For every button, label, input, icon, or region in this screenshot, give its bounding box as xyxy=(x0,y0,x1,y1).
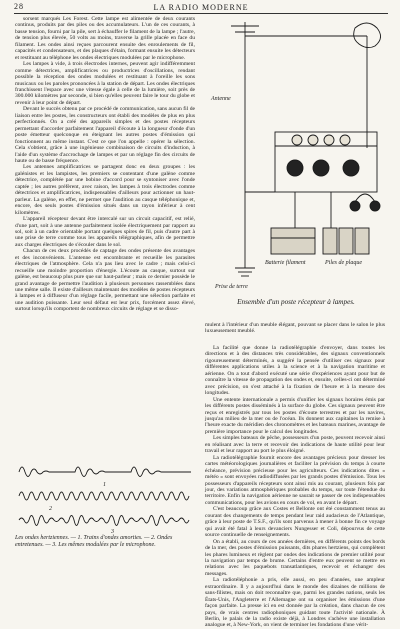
paragraph: La facilité que donne la radiotélégraphie d'envoyer, dans toutes les directions et à des distances très considérables, des signaux conventionnels rigoureusement déterminés, a suggéré la pensée d'utiliser ces signaux pour différentes applications utiles à la science et à la navigation maritime et aérienne. On a tout d'abord exécuté une série d'expériences ayant pour but de connaître la vitesse de propagation des ondes et, ensuite, celles-ci ont déterminé avec précision, on s'est attaché à la fixation de l'heure et à la mesure des longitudes. xyxy=(205,345,385,397)
paragraph: La radiotéléphonie a pris, elle aussi, en peu d'années, une ampleur extraordinaire. Il y a aujourd'hui dans le monde des dizaines de millions de sans-filistes, mais on doit reconnaître que, parmi les grandes nations, seuls les États-Unis, l'Angleterre et l'Allemagne ont su organiser les émissions d'une façon parfaite. La presse ici en est donnée par la création, dans chacun de ces pays, de vrais centres radiophoniques guidant toute l'activité nationale. À Berlin, le palais de la radio existe déjà, à Londres s'achève une installation analogue et, à New-York, on vient de terminer les fondations d'une vérit- xyxy=(205,577,385,629)
right-column-intro xyxy=(205,322,385,344)
figure-caption: Ensemble d'un poste récepteur à lampes. xyxy=(237,298,355,306)
modulated-wave xyxy=(19,516,189,526)
paragraph: Les simples bateaux de pêche, possesseurs d'un poste, peuvent recevoir ainsi en réalisant avec la terre et recevoir des indications de haute utilité pour leur travail et leur rapport au port le plus éloigné. xyxy=(205,435,385,455)
header-rule xyxy=(14,13,388,14)
waves-illustration xyxy=(15,458,195,534)
label-ground: Prise de terre xyxy=(215,284,248,290)
right-column-text xyxy=(205,345,385,629)
wave-label-2: 2 xyxy=(49,506,52,512)
paragraph: L'appareil récepteur devant être intercalé sur un circuit capacitif, est relié, d'une part, soit à une antenne parfaitement isolée électriquement par rapport au sol, soit à un cadre orientable portant quelques spires de fil, puis d'autre part à une prise de terre comme tous les appareils télégraphiques, afin de permettre aux charges électriques de s'écouler dans le sol. xyxy=(15,216,195,248)
sustained-wave xyxy=(19,492,189,500)
journal-title: LA RADIO MODERNE xyxy=(153,3,249,12)
paragraph: Une entente internationale a permis d'unifier les signaux horaires émis par les différents postes disséminés à la surface du globe. Ces signaux peuvent être reçus et enregistrés par tous les postes d'écoute terrestres et par les navires, jusqu'au milieu de la mer ou de l'océan. Ils donnent aux capitaines la remise à l'heure exacte du méridien des chronomètres et les bateaux marines, avantage de première importance pour le calcul des longitudes. xyxy=(205,396,385,435)
wave-label-3: 3 xyxy=(111,529,114,535)
battery-plate xyxy=(323,228,337,254)
receiver-illustration xyxy=(205,16,387,296)
paragraph: On a établi, au cours de ces années dernières, en différents points des bords de la mer, des postes d'émission puissants, dits phares hertziens, qui complètent les phares lumineux et règlent par ondes des indications de premier utilité pour la navigation par temps de brume. Certains d'entre eux peuvent se mettre en relations avec les paquebots transatlantiques, recevoir et échanger des messages. xyxy=(205,538,385,577)
paragraph: La radiotélégraphie fournit encore des avantages précieux pour dresser les cartes météorologiques journalières et faciliter la prévision du temps à courte échéance, prévision précieuse pour les agriculteurs. Ces indications dites « météo » sont envoyées radiodiffusées par les grands postes d'émission. Tous les possesseurs d'appareils récepteurs sont ainsi mis au courant, plusieurs fois par jour, des variations atmosphériques probables du temps, sur toute l'étendue du territoire. Enfin la navigation aérienne ne saurait se passer de ces indispensables communications, pour les avions en cours de vol, en avant le départ. xyxy=(205,454,385,506)
left-column-text xyxy=(15,16,195,456)
damped-wave-train xyxy=(19,467,191,477)
battery-filament xyxy=(271,228,315,254)
wave-label-1: 1 xyxy=(103,482,106,488)
label-antenna: Antenne xyxy=(211,96,231,102)
paragraph: Devant le succès obtenu par ce procédé de communication, sans aucun fil de liaison entre les postes, les constructeurs ont établi des modèles de plus en plus perfectionnés. On a créé des appareils simples et des postes récepteurs permettant d'accorder parfaitement l'appareil d'écoute à la longueur d'onde d'un poste émetteur quelconque en éteignant les autres postes d'émission qui fonctionnent au même instant. C'est ce que l'on appelle : opérer la sélection. Cela s'obtient, grâce à une ingénieuse combinaison de circuits d'induction, à l'aide d'un système d'accrochage de lampes et par un réglage fin des circuits de haute ou de basse fréquence. xyxy=(15,106,195,164)
paragraph: C'est beaucoup grâce aux Costes et Bellonte ont été constamment tenus au courant des changements de temps pendant leur raid audacieux de l'Atlantique, grâce à leur poste de T.S.F., qu'ils sont parvenus à mener à bonne fin ce voyage qui avait été fatal à leurs devanciers Nungesser et Coli, dépourvus de cette source continuelle de renseignements. xyxy=(205,506,385,539)
label-plate: Piles de plaque xyxy=(325,260,362,266)
waves-caption-line1: Les ondes hertziennes. — 1. Trains d'ondes amorties. xyxy=(15,535,143,541)
page-header xyxy=(14,2,388,13)
waves-caption xyxy=(15,535,197,549)
paragraph: sorsent marqués Les Forest. Cette lampe est alimentée de deux courants continus, produits par des piles ou des accumulateurs. L'un de ces courants, à basse tension, fourni par la pile, sert à échauffer le filament de la lampe ; l'autre, de tension plus élevée, 50 volts au moins, traverse la grille placée en face du filament. Les ondes ainsi reçues parcourent ensuite des enroulements de fil, capacités et condensateurs, et des plaques d'étain, formant ensuite les détecteurs et restituant au téléphone les ondes électriques modulées par le microphone. xyxy=(15,16,195,61)
paragraph: Les lampes à vide, à trois électrodes internes, peuvent agir indifféremment comme détectrices, amplificatrices ou productrices d'oscillations, rendant possible la réception des ondes modulées et restituant à l'oreille les sons musicaux ou les paroles prononcées à la station de départ. Les ondes électriques franchissent l'espace avec une vitesse égale à celle de la lumière, soit près de 300.000 kilomètres par seconde, si bien qu'elles peuvent faire le tour du globe et revenir à leur point de départ. xyxy=(15,61,195,106)
page-number: 28 xyxy=(14,2,24,11)
paragraph: Chacun de ces deux procédés de captage des ondes présente des avantages et des inconvénients. L'antenne est encombrante et recueille les parasites électriques de l'atmosphère. Cela n'a pas lieu avec le cadre ; mais celui-ci recueille une moindre proportion d'énergie. L'écoute au casque, surtout sur galène, est beaucoup plus pure que sur haut-parleur ; mais ce dernier possède le grand avantage de permettre l'audition à plusieurs personnes rassemblées dans une même salle. Il existe d'ailleurs maintenant des modèles de postes récepteurs à lampes et à diffuseur d'un réglage facile, permettant une sélection parfaite et une audition puissante. Leur seul défaut est leur prix, forcément assez élevé, surtout lorsqu'ils comportent de nombreux circuits de réglage et se disso- xyxy=(15,248,195,313)
waves-caption-line2: — 2. Ondes entretenues. — 3. Les mêmes modulées par le microphone. xyxy=(15,535,173,548)
paragraph: Les antennes amplificatrices se partagent donc en deux groupes : les galénistes et les lampistes, les premiers se contentant d'une galène comme détectrice, complétée par une bobine d'accord pour se syntoniser avec l'onde captée ; les autres préfèrent, avec raison, les lampes à trois électrodes comme détectrices et amplificatrices, indispensables d'ailleurs pour actionner un haut-parleur. La galène, en effet, ne permet que l'audition au casque téléphonique et, encore, des seuls postes d'émission situés dans un rayon inférieur à cent kilomètres. xyxy=(15,164,195,216)
label-battery-filament: Batterie filament xyxy=(265,260,306,266)
paragraph: mulent à l'intérieur d'un meuble élégant, pouvant se placer dans le salon le plus luxueusement meublé. xyxy=(205,322,385,335)
